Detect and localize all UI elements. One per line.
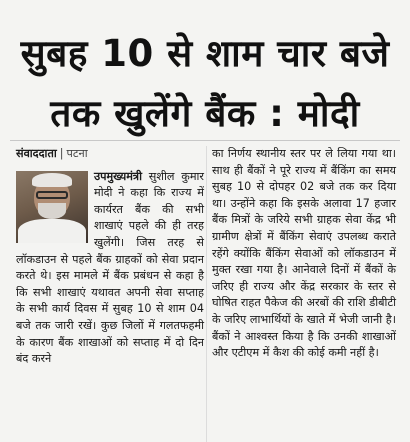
byline-location: पटना <box>66 147 88 160</box>
photo-hair-shape <box>32 173 72 187</box>
column-divider <box>206 146 207 442</box>
right-column-text: का निर्णय स्थानीय स्तर पर ले लिया गया था। साथ ही बैंकों ने पूरे राज्य में बैंकिंग का समय सुबह 10 से दोपहर 02 बजे तक कर दिया था। उन्होंने कहा कि इसके अलावा 17 हजार बैंक मित्रों के जरिये सभी ग्राहक सेवा केंद्र भी ग्रामीण क्षेत्रों में बैंकिंग सेवाएं उपलब्ध कराते रहेंगे क्योंकि बैंकिंग सेवाओं को लॉकडाउन में मुक्त रखा गया है। आनेवाले दिनों में बैंकों के जरिए ही राज्य और केंद्र सरकार के स्तर से घोषित राहत पैकेज की अरबों की राशि डीबीटी के जरिए लाभार्थियों के खाते में भेजी जानी है। बैंकों ने आश्वस्त किया है कि उनकी शाखाओं और एटीएम में कैश की कोई कमी नहीं है। <box>212 147 396 360</box>
photo-beard-shape <box>38 203 66 219</box>
left-column <box>16 146 204 368</box>
headline-line-2: तक खुलेंगे बैंक : मोदी <box>50 92 360 135</box>
headline-rule <box>10 140 400 141</box>
person-photo <box>16 171 88 243</box>
photo-glasses-shape <box>36 191 68 199</box>
left-column-text: सुशील कुमार मोदी ने कहा कि राज्य में कार्यरत बैंक की सभी शाखाएं पहले की ही तरह खुलेंगी। जिस तरह से लॉकडाउन से पहले बैंक ग्राहकों को सेवा प्रदान करते थे। इस मामले में बैंक प्रबंधन से कहा है कि सभी शाखाएं यथावत अपनी सेवा सप्ताह के सभी कार्य दिवस में सुबह 10 से शाम 04 बजे तक जारी रखें। कुछ जिलों में गलतफहमी के कारण बैंक शाखाओं को सप्ताह में दो दिन बंद करने <box>16 169 205 366</box>
lead-label: उपमुख्यमंत्री <box>94 169 142 183</box>
right-column <box>212 146 396 362</box>
photo-body-shape <box>18 219 86 243</box>
byline-separator: | <box>59 147 64 160</box>
byline-source: संवाददाता <box>16 147 57 160</box>
byline <box>16 146 204 163</box>
headline-line-1: सुबह 10 से शाम चार बजे <box>20 32 390 75</box>
left-column-body <box>16 169 204 368</box>
